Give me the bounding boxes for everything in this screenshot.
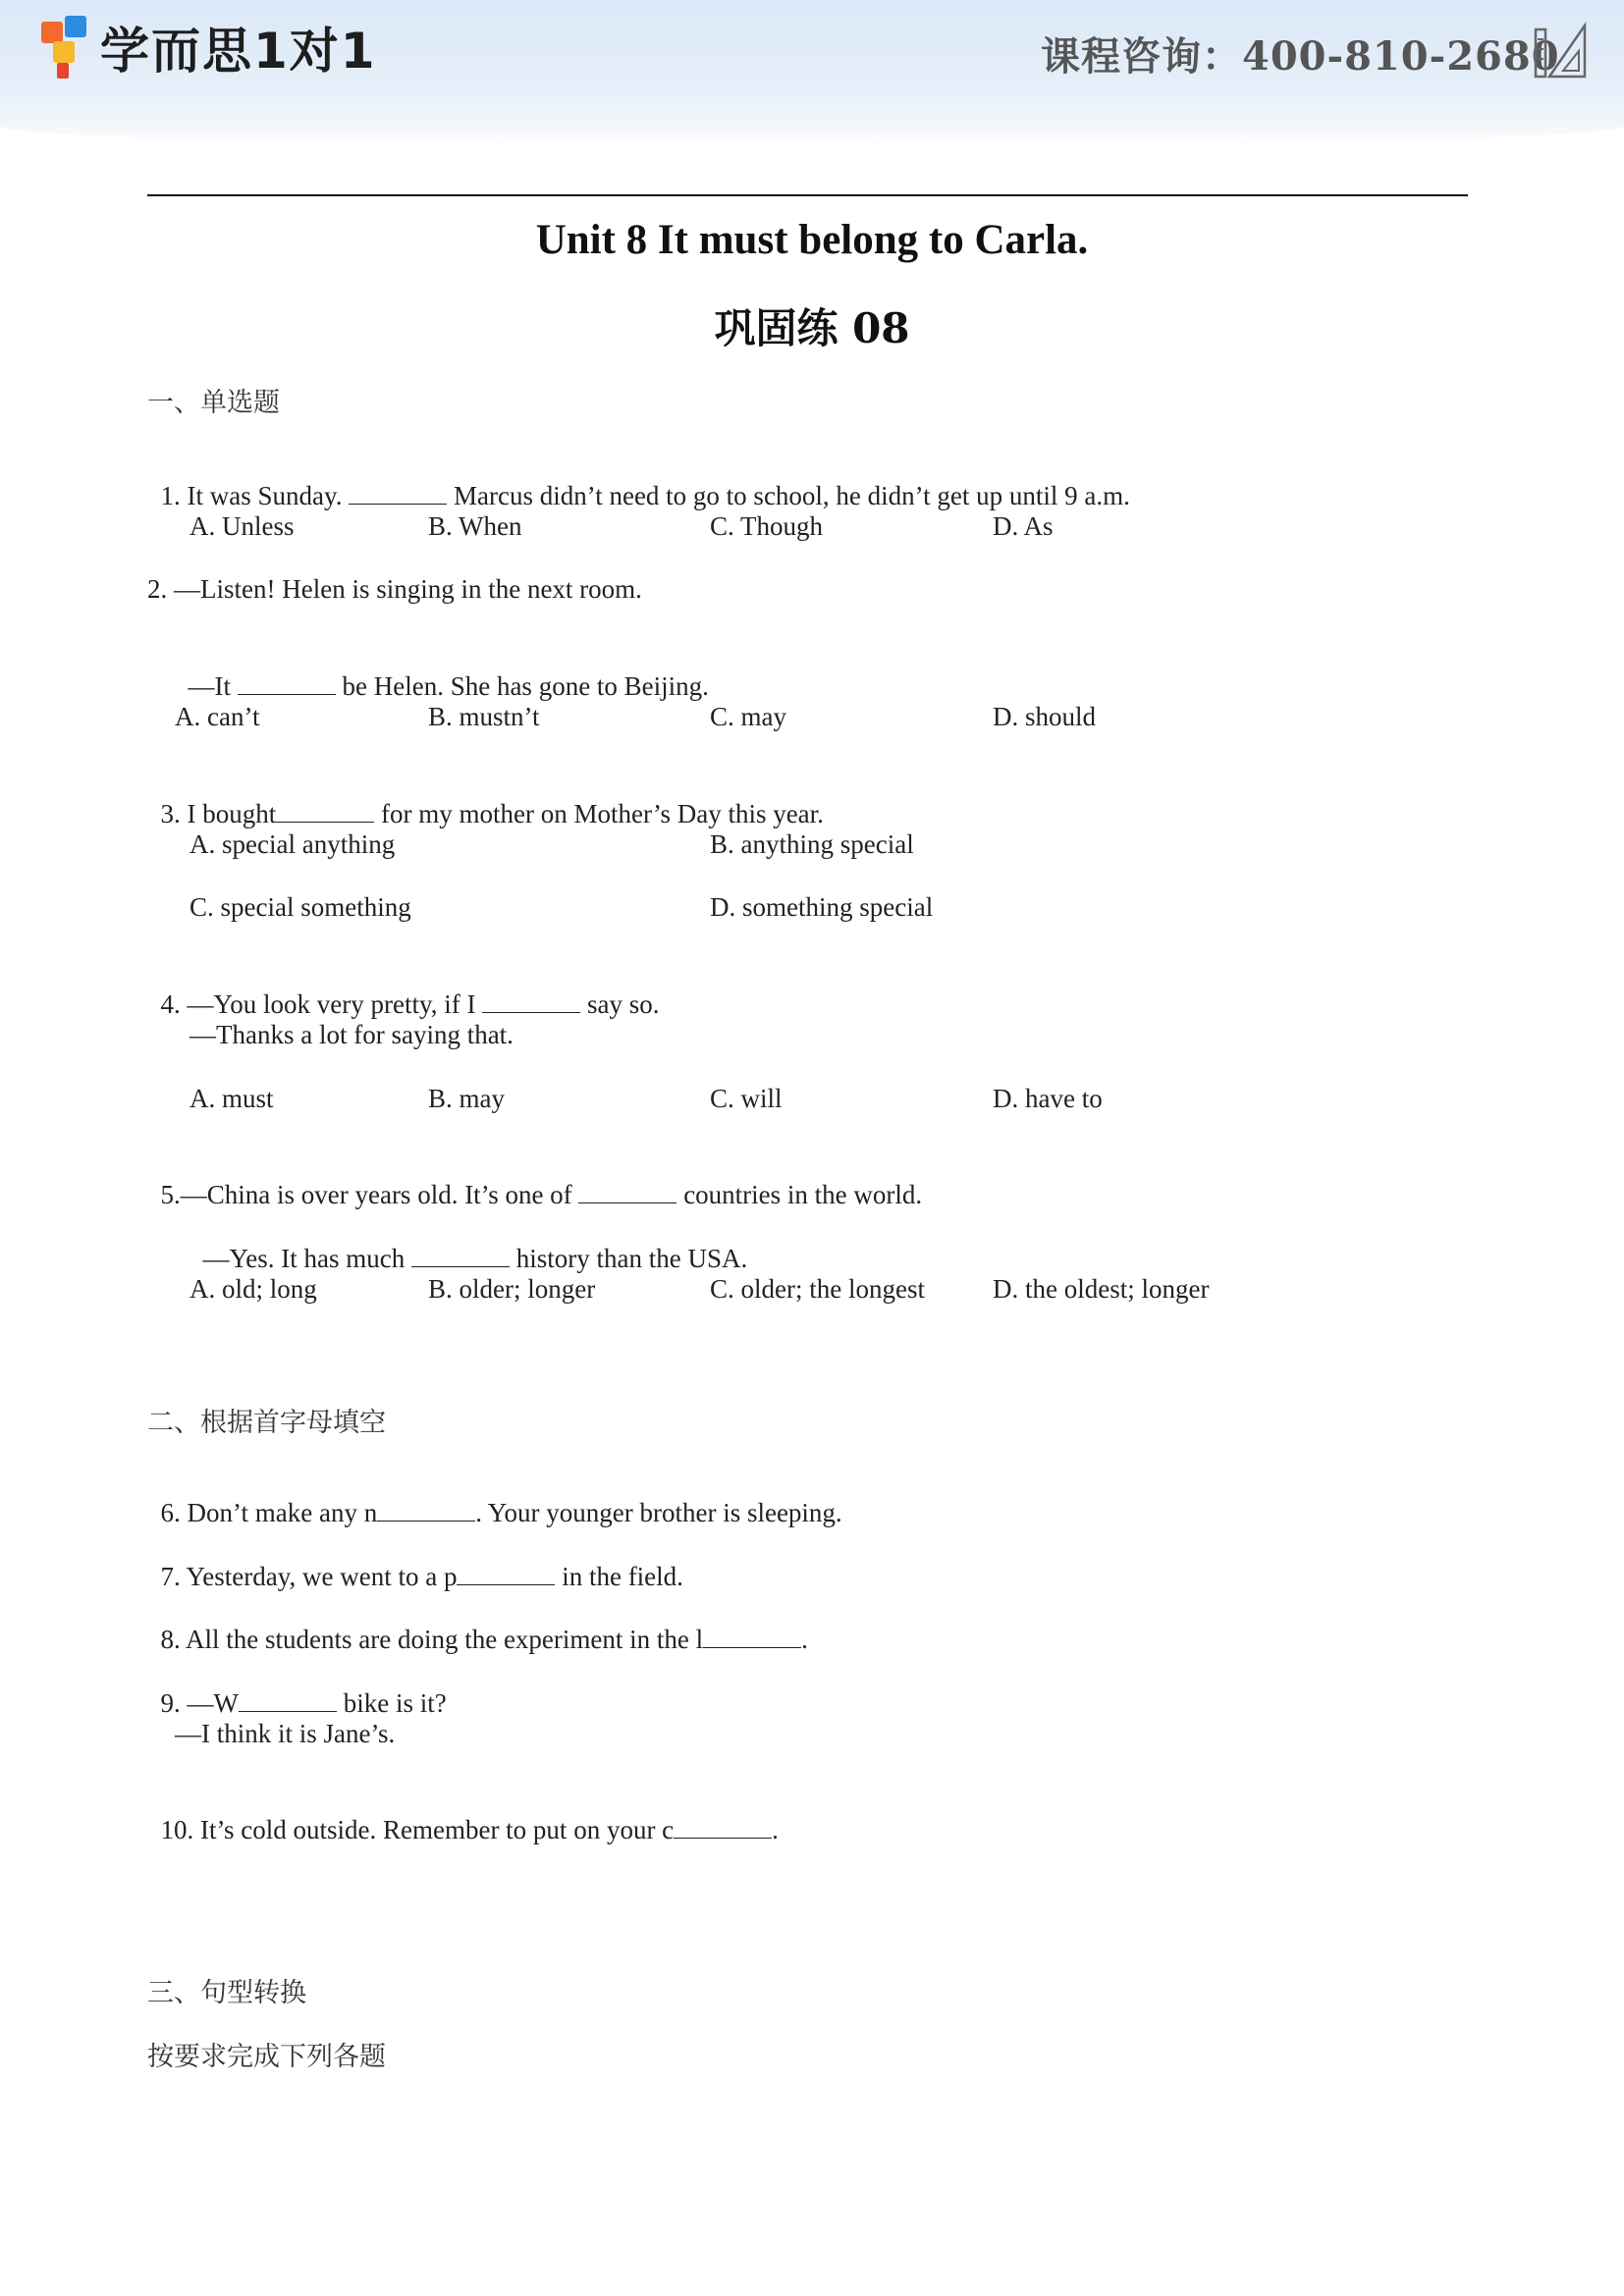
question-6 — [147, 1465, 842, 1528]
answer-blank — [377, 1495, 475, 1522]
question-7 — [147, 1528, 683, 1592]
option-a: A. must — [189, 1084, 274, 1113]
question-text: . Your younger brother is sleeping. — [475, 1498, 842, 1527]
question-text: 9. —W — [160, 1688, 239, 1718]
answer-blank — [276, 796, 374, 823]
answer-blank — [578, 1177, 677, 1203]
question-text: 5.—China is over years old. It’s one of — [160, 1180, 579, 1209]
option-c: C. Though — [710, 511, 824, 541]
option-a: A. old; long — [189, 1274, 317, 1304]
question-text: 3. I bought — [160, 799, 277, 828]
section-heading-3: 三、句型转换 — [147, 1978, 306, 2008]
question-text: bike is it? — [336, 1688, 447, 1718]
option-b: B. mustn’t — [428, 702, 540, 731]
answer-blank — [411, 1241, 510, 1267]
option-c: C. may — [710, 702, 786, 731]
option-d: D. something special — [710, 892, 934, 922]
question-2: 2. —Listen! Helen is singing in the next room. — [147, 574, 642, 604]
question-4-response: —Thanks a lot for saying that. — [189, 1020, 514, 1049]
document-title: Unit 8 It must belong to Carla. — [535, 217, 1089, 263]
question-10 — [147, 1782, 779, 1845]
question-text: say so. — [580, 989, 660, 1019]
logo-mark-icon — [37, 12, 92, 82]
option-c: C. will — [710, 1084, 783, 1113]
question-text: history than the USA. — [510, 1244, 748, 1273]
question-3 — [147, 766, 824, 829]
section-heading-2: 二、根据首字母填空 — [147, 1408, 386, 1438]
logo-text: 学而思1对1 — [100, 23, 377, 80]
question-text: 6. Don’t make any n — [160, 1498, 378, 1527]
answer-blank — [238, 668, 336, 695]
question-8 — [147, 1591, 808, 1655]
section-instruction: 按要求完成下列各题 — [147, 2042, 386, 2072]
question-text: for my mother on Mother’s Day this year. — [374, 799, 824, 828]
option-c: C. special something — [189, 892, 411, 922]
question-text: countries in the world. — [677, 1180, 923, 1209]
question-text: be Helen. She has gone to Beijing. — [335, 671, 709, 701]
question-text: . — [772, 1815, 779, 1844]
section-heading-1: 一、单选题 — [147, 388, 280, 418]
question-text: 1. It was Sunday. — [160, 481, 350, 510]
answer-blank — [674, 1812, 772, 1839]
question-text: . — [801, 1625, 808, 1654]
option-b: B. may — [428, 1084, 505, 1113]
option-d: D. have to — [993, 1084, 1103, 1113]
question-9 — [147, 1655, 447, 1719]
question-text: —It — [188, 671, 238, 701]
answer-blank — [349, 478, 447, 505]
question-text: 4. —You look very pretty, if I — [160, 989, 483, 1019]
question-text: in the field. — [555, 1562, 683, 1591]
question-1 — [147, 448, 1130, 511]
answer-blank — [239, 1685, 337, 1712]
hotline-text: 课程咨询：400-810-2680 — [1041, 33, 1560, 80]
option-b: B. anything special — [710, 829, 914, 859]
question-5-response — [189, 1210, 747, 1274]
option-a: A. special anything — [189, 829, 396, 859]
question-text: 7. Yesterday, we went to a p — [160, 1562, 458, 1591]
question-text: 8. All the students are doing the experiment in the l — [160, 1625, 704, 1654]
question-text: —Yes. It has much — [202, 1244, 412, 1273]
question-2-response — [175, 638, 709, 702]
question-5 — [147, 1147, 922, 1210]
option-a: A. can’t — [175, 702, 260, 731]
option-d: D. should — [993, 702, 1097, 731]
option-b: B. older; longer — [428, 1274, 596, 1304]
question-text: 10. It’s cold outside. Remember to put on your c — [160, 1815, 675, 1844]
brand-logo — [37, 12, 377, 82]
answer-blank — [457, 1559, 555, 1585]
option-a: A. Unless — [189, 511, 295, 541]
question-text: Marcus didn’t need to go to school, he didn’t get up until 9 a.m. — [447, 481, 1130, 510]
option-d: D. As — [993, 511, 1054, 541]
header-rule — [147, 194, 1468, 196]
answer-blank — [703, 1622, 801, 1648]
answer-blank — [482, 987, 580, 1013]
document-subtitle: 巩固练 08 — [714, 304, 910, 352]
option-c: C. older; the longest — [710, 1274, 925, 1304]
option-b: B. When — [428, 511, 522, 541]
question-9-response: —I think it is Jane’s. — [175, 1719, 396, 1748]
option-d: D. the oldest; longer — [993, 1274, 1210, 1304]
question-4 — [147, 956, 659, 1020]
ruler-triangle-icon — [1534, 22, 1589, 82]
